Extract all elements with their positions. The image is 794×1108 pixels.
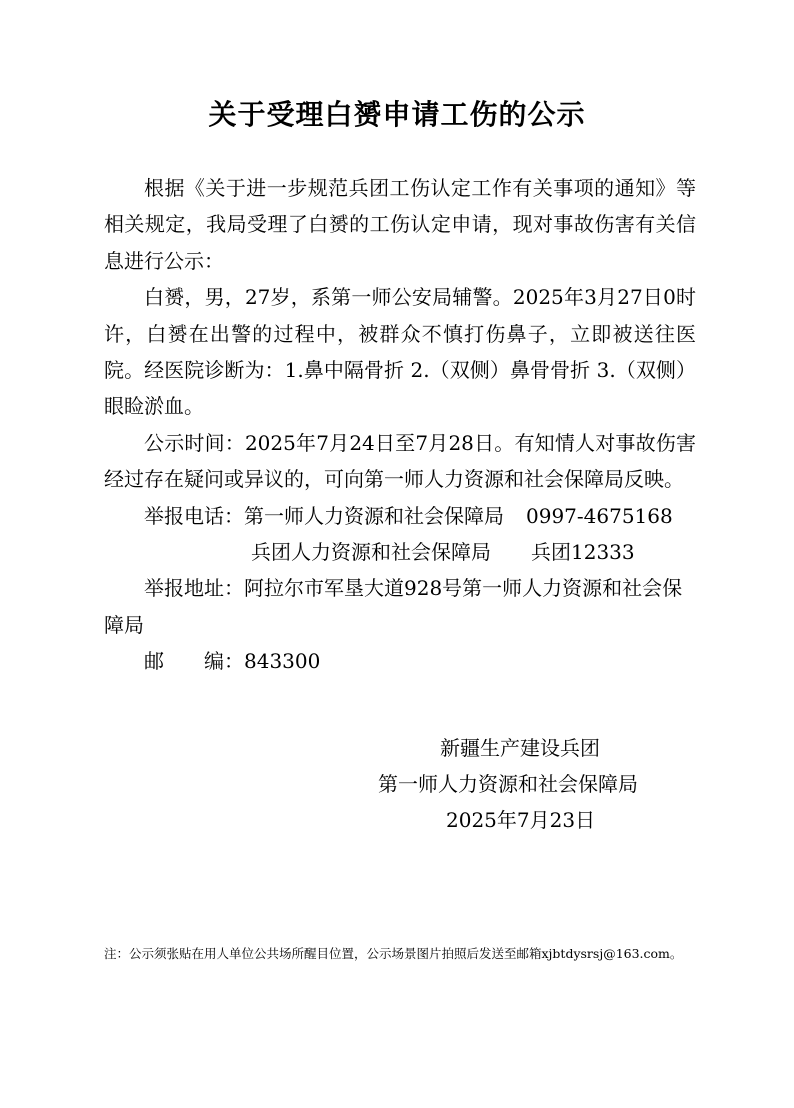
report-phone-line-2: [104, 534, 696, 570]
postal-code-label: 邮 编：: [144, 649, 244, 674]
paragraph-incident: 白赟，男，27岁，系第一师公安局辅警。2025年3月27日0时许，白赟在出警的过程中，被群众不慎打伤鼻子，立即被送往医院。经医院诊断为：1.鼻中隔骨折 2.（双侧）鼻骨骨折 3.（双侧）眼睑淤血。: [104, 285, 696, 419]
document-title: 关于受理白赟申请工伤的公示: [208, 98, 586, 131]
signature-date: 2025年7月23日: [446, 808, 596, 832]
postal-code: 843300: [244, 649, 321, 674]
report-address-line: [104, 570, 696, 643]
signature-org-1: 新疆生产建设兵团: [440, 736, 600, 760]
report-address: 阿拉尔市军垦大道928号第一师人力资源和社会保障局: [104, 576, 683, 637]
paragraph-intro: 根据《关于进一步规范兵团工伤认定工作有关事项的通知》等相关规定，我局受理了白赟的工伤认定申请，现对事故伤害有关信息进行公示：: [104, 176, 696, 273]
signature-org-2: 第一师人力资源和社会保障局: [378, 772, 638, 796]
report-phone-line-1: [104, 498, 696, 534]
report-phone-org-2: 兵团人力资源和社会保障局: [251, 540, 491, 565]
report-phone-org-1: 第一师人力资源和社会保障局: [244, 503, 504, 528]
report-phone-number-2: 兵团12333: [531, 540, 635, 565]
document-body: [104, 170, 696, 680]
footnote: 注：公示须张贴在用人单位公共场所醒目位置，公示场景图片拍照后发送至邮箱xjbtdysrsj@163.com。: [104, 946, 683, 961]
paragraph-publicity-period: 公示时间：2025年7月24日至7月28日。有知情人对事故伤害经过存在疑问或异议的，可向第一师人力资源和社会保障局反映。: [104, 430, 696, 492]
postal-code-line: [104, 643, 696, 679]
report-address-label: 举报地址：: [144, 576, 244, 601]
report-phone-label: 举报电话：: [144, 503, 244, 528]
report-phone-number-1: 0997-4675168: [526, 503, 673, 528]
